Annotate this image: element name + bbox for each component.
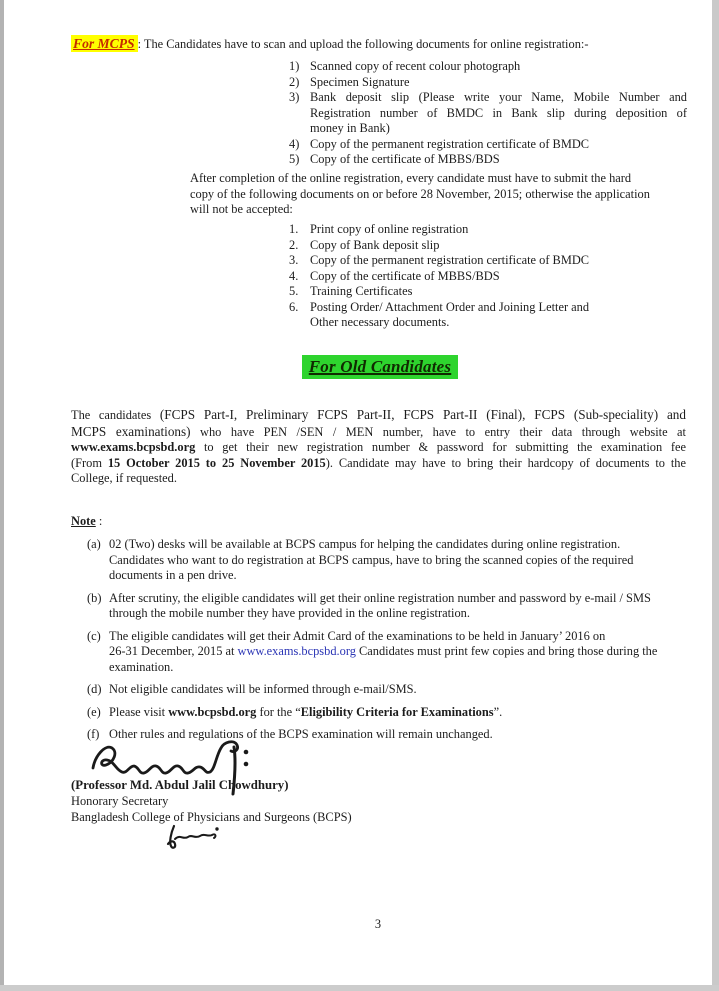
- note-line: examination.: [109, 659, 174, 674]
- paragraph-line: After completion of the online registration, every candidate must have to submit the hard: [190, 171, 632, 185]
- list-item-text: Posting Order/ Attachment Order and Joining Letter and: [310, 299, 590, 314]
- signatory-block: [71, 778, 352, 825]
- note-item-a: [87, 537, 701, 584]
- list-marker: 4): [289, 136, 300, 151]
- note-item-d: [87, 682, 701, 698]
- scan-edge-left: [0, 0, 4, 991]
- list-item: [289, 137, 687, 153]
- list-item-text: Scanned copy of recent colour photograph: [310, 59, 521, 73]
- list-marker: 2.: [289, 237, 299, 252]
- mcps-intro-paragraph: [71, 36, 691, 53]
- note-line: After scrutiny, the eligible candidates will get their online registration number and password by e-mail / SMS: [109, 590, 651, 605]
- exams-website-link[interactable]: www.exams.bcpsbd.org: [237, 644, 356, 658]
- text-segment: for the “: [256, 704, 301, 719]
- paragraph-line: [71, 471, 686, 487]
- text-segment: The candidates: [71, 408, 160, 422]
- list-item: [289, 300, 641, 331]
- text-segment: (From: [71, 455, 108, 470]
- paragraph-line: [71, 424, 686, 441]
- list-item: [289, 90, 687, 137]
- note-line: [109, 629, 701, 645]
- list-marker: 1.: [289, 222, 299, 236]
- note-line: Not eligible candidates will be informed through e-mail/SMS.: [109, 682, 417, 696]
- exam-names-segment: MCPS examinations): [71, 423, 191, 439]
- paragraph-line: will not be accepted:: [190, 202, 293, 216]
- hardcopy-documents-list: [289, 222, 641, 331]
- note-marker: (f): [87, 727, 100, 741]
- paragraph-line: [71, 407, 686, 424]
- note-line: documents in a pen drive.: [109, 568, 237, 582]
- signatory-organization: Bangladesh College of Physicians and Surgeons (BCPS): [71, 809, 352, 824]
- list-item-text: Copy of the permanent registration certificate of BMDC: [310, 136, 590, 151]
- paragraph-line: copy of the following documents on or before 28 November, 2015; otherwise the application: [190, 186, 650, 201]
- note-marker: (b): [87, 590, 102, 605]
- list-item: [289, 59, 687, 75]
- note-heading-text: Note: [71, 514, 96, 528]
- text-segment: The eligible candidates will get their Admit Card of the examinations to be held in January’ 2016 on: [109, 628, 606, 643]
- note-heading: [71, 514, 102, 530]
- exam-names-segment: (FCPS Part-I, Preliminary FCPS Part-II, FCPS Part-II (Final), FCPS (Sub-speciality) and: [159, 407, 686, 422]
- text-segment: ”.: [493, 704, 503, 719]
- list-item-text: Copy of the certificate of MBBS/BDS: [310, 268, 500, 283]
- mcps-section-heading: For MCPS: [71, 35, 138, 52]
- note-heading-colon: :: [95, 514, 103, 528]
- list-item: [289, 152, 687, 168]
- upload-documents-list: [289, 59, 687, 168]
- text-segment: 26-31 December, 2015 at: [109, 644, 238, 658]
- note-line: 02 (Two) desks will be available at BCPS campus for helping the candidates during online registration.: [109, 537, 621, 551]
- list-marker: 5.: [289, 284, 299, 298]
- list-marker: 6.: [289, 299, 299, 314]
- signatory-name: (Professor Md. Abdul Jalil Chowdhury): [71, 778, 289, 792]
- old-candidates-heading: For Old Candidates: [302, 355, 458, 379]
- scan-edge-bottom: [0, 985, 719, 991]
- list-marker: 3): [289, 90, 300, 104]
- note-marker: (d): [87, 682, 102, 696]
- scan-edge-right: [712, 0, 719, 991]
- initials-icon: [160, 824, 235, 855]
- list-item: [289, 222, 641, 238]
- text-segment: Candidates must print few copies and bring those during the: [355, 644, 658, 658]
- note-line: Candidates who want to do registration at BCPS campus, have to bring the scanned copies of the required: [109, 552, 634, 567]
- eligibility-criteria-text: Eligibility Criteria for Examinations: [300, 704, 494, 719]
- signatory-title: Honorary Secretary: [71, 793, 169, 808]
- note-marker: (c): [87, 628, 101, 643]
- date-range-text: 15 October 2015 to 25 November 2015: [107, 455, 326, 470]
- list-marker: 3.: [289, 253, 299, 267]
- list-item: [289, 269, 641, 285]
- note-line: [109, 705, 701, 721]
- list-item-text: Copy of the permanent registration certificate of BMDC: [310, 253, 590, 267]
- list-item: [289, 284, 641, 300]
- list-marker: 2): [289, 74, 300, 89]
- text-segment: who have PEN /SEN / MEN number, have to entry their data through website at: [190, 424, 686, 439]
- text-segment: College, if requested.: [71, 471, 177, 485]
- list-item-text: Specimen Signature: [310, 74, 410, 89]
- note-list: [87, 537, 701, 750]
- text-segment: Please visit: [109, 704, 169, 719]
- list-item-text: Copy of Bank deposit slip: [310, 237, 440, 252]
- list-item-text: Bank deposit slip (Please write your Name, Mobile Number and: [310, 90, 687, 104]
- website-url-text: www.exams.bcpsbd.org: [71, 440, 196, 454]
- paragraph-line: [71, 456, 686, 472]
- text-segment: to get their new registration number & password for submitting the examination fee: [195, 440, 686, 454]
- paragraph-line: [71, 440, 686, 456]
- list-item-text: Training Certificates: [310, 284, 413, 298]
- note-marker: (e): [87, 704, 101, 719]
- bcps-website-text: www.bcpsbd.org: [168, 704, 257, 719]
- list-marker: 1): [289, 59, 300, 73]
- text-segment: ). Candidate may have to bring their hardcopy of documents to the: [325, 455, 687, 470]
- note-line: Other rules and regulations of the BCPS examination will remain unchanged.: [109, 727, 493, 741]
- old-candidates-paragraph: [71, 407, 686, 487]
- list-item: [289, 238, 641, 254]
- list-marker: 4.: [289, 268, 299, 283]
- list-item: [289, 75, 687, 91]
- note-line: through the mobile number they have provided in the online registration.: [109, 606, 470, 620]
- list-item-text: Other necessary documents.: [310, 315, 450, 329]
- list-marker: 5): [289, 152, 300, 166]
- note-line: [109, 644, 701, 660]
- note-item-b: [87, 591, 701, 622]
- page-number: 3: [374, 917, 382, 931]
- mcps-intro-text: : The Candidates have to scan and upload the following documents for online registration:-: [137, 37, 589, 51]
- note-item-c: [87, 629, 701, 676]
- list-item: [289, 253, 641, 269]
- old-candidates-heading-row: [40, 359, 719, 377]
- hardcopy-submission-paragraph: [190, 171, 690, 218]
- note-item-e: [87, 705, 701, 721]
- list-item-text: Registration number of BMDC in Bank slip during deposition of: [310, 105, 687, 120]
- list-item-text: money in Bank): [310, 121, 390, 135]
- list-item-text: Copy of the certificate of MBBS/BDS: [310, 152, 500, 166]
- list-item-text: Print copy of online registration: [310, 222, 469, 236]
- note-marker: (a): [87, 537, 101, 551]
